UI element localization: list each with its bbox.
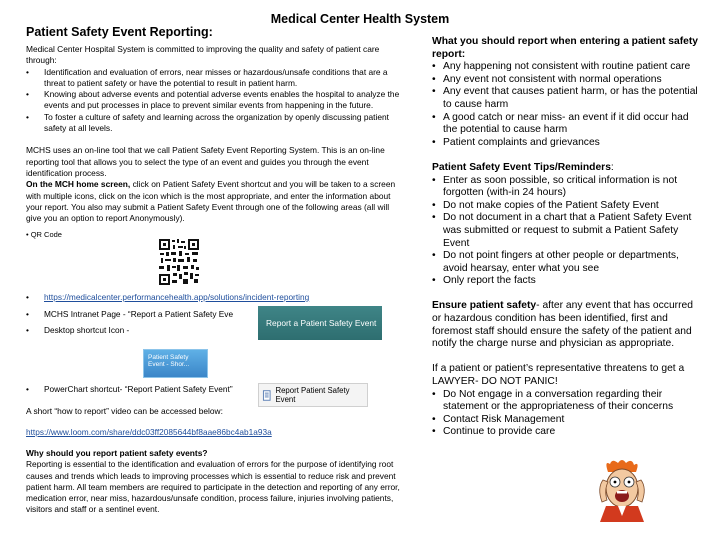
intranet-text: MCHS Intranet Page - “Report a Patient Safety Eve — [44, 309, 234, 319]
list-item: • Knowing about adverse events and potential adverse events enables the hospital to analyze the events and put processes in place to prevent similar events from happening in the future. — [26, 89, 401, 112]
why-text: Reporting is essential to the identification and evaluation of errors for the purpose of identifying root causes and trends which leads to improving processes which is essential to reduce risk and prevent patient harm. All team members are required to participate in the detection and reporting of any error, medication error, near miss, hazardous/unsafe condition, process failure, injuries involving patients, visitors and staff or a sentinel event. — [26, 459, 400, 515]
commitments-list — [26, 67, 401, 135]
video-link[interactable]: https://www.loom.com/share/ddc03ff2085644bf8aae86bc4ab1a93a — [26, 427, 272, 437]
tool-paragraph: MCHS uses an on-line tool that we call Patient Safety Event Reporting System. This is an on-line reporting tool that allows you to select the type of an event and guides you through the event identification process. — [26, 145, 385, 178]
home-bold: On the MCH home screen, — [26, 179, 131, 190]
list-item: • Do not point fingers at other people or departments, avoid hearsay, enter what you see — [432, 250, 702, 275]
list-item: • Continue to provide care — [432, 426, 702, 439]
list-item: • Only report the facts — [432, 275, 702, 288]
list-item: • Enter as soon possible, so critical information is not forgotten (with-in 24 hours) — [432, 175, 702, 200]
what-list — [432, 61, 702, 149]
page-title: Medical Center Health System — [270, 12, 450, 26]
tips-list — [432, 175, 702, 288]
ensure-bold: Ensure patient safety — [432, 300, 537, 312]
tips-colon: : — [610, 161, 614, 173]
powerchart-text: PowerChart shortcut- “Report Patient Safety Event” — [44, 384, 233, 394]
ensure-paragraph — [432, 300, 702, 350]
list-item: • Do not make copies of the Patient Safety Event — [432, 200, 702, 213]
lawyer-text: If a patient or patient’s representative threatens to get a LAWYER- DO NOT PANIC! — [432, 363, 685, 388]
list-item: • Any event that causes patient harm, or has the potential to cause harm — [432, 86, 702, 111]
list-item: • Desktop shortcut Icon - — [26, 325, 130, 335]
list-item: • Contact Risk Management — [432, 414, 702, 427]
home-text: click on Patient Safety Event shortcut and you will be taken to a screen with multiple icons, click on the icon which is the most appropriate, and enter the information about your report. You also may submit a Patient Safety Event through one of the following areas (all will give you an option to report Anonymously). — [26, 179, 396, 224]
lawyer-list — [432, 389, 702, 439]
list-item: • A good catch or near miss- an event if it did occur had the potential to cause harm — [432, 112, 702, 137]
desktop-icon-label: Patient Safety Event - Shor... — [148, 354, 190, 368]
what-heading: What you should report when entering a patient safety report: — [432, 36, 699, 60]
video-text: A short “how to report” video can be accessed below: — [26, 406, 223, 416]
home-paragraph — [26, 179, 401, 224]
qr-code-image[interactable] — [158, 238, 200, 286]
qr-label-row: • QR Code — [26, 230, 62, 239]
why-section — [26, 448, 401, 516]
list-item: • To foster a culture of safety and learning across the organization by openly discussing patient safety at all levels. — [26, 112, 401, 135]
list-item: • https://medicalcenter.performancehealth.app/solutions/incident-reporting — [26, 292, 310, 302]
list-item: • Do Not engage in a conversation regarding their statement or the appropriateness of their concerns — [432, 389, 702, 414]
panic-face-icon — [594, 458, 650, 522]
list-item: • Any event not consistent with normal operations — [432, 74, 702, 87]
list-item: • Any happening not consistent with routine patient care — [432, 61, 702, 74]
tips-heading-row — [432, 162, 702, 175]
intro-section — [26, 44, 401, 224]
list-item: • Patient complaints and grievances — [432, 137, 702, 150]
list-item: • MCHS Intranet Page - “Report a Patient Safety Eve — [26, 309, 234, 319]
intro-text: Medical Center Hospital System is committed to improving the quality and safety of patient care through: — [26, 44, 380, 66]
incident-reporting-link[interactable]: https://medicalcenter.performancehealth.app/solutions/incident-reporting — [44, 292, 310, 302]
desktop-text: Desktop shortcut Icon - — [44, 325, 130, 335]
list-item: • Identification and evaluation of errors, near misses or hazardous/unsafe conditions that are a threat to patient safety or have the potential to result in patient harm. — [26, 67, 401, 90]
right-column — [432, 36, 702, 439]
powerchart-row: • PowerChart shortcut- “Report Patient Safety Event” — [26, 384, 233, 394]
list-item: • Do not document in a chart that a Patient Safety Event was submitted or request to submit a Patient Safety Event — [432, 212, 702, 250]
powerchart-report-button[interactable] — [258, 383, 368, 407]
why-heading: Why should you report patient safety events? — [26, 448, 208, 458]
document-icon — [262, 390, 272, 401]
tips-heading: Patient Safety Event Tips/Reminders — [432, 161, 611, 173]
desktop-shortcut-icon[interactable] — [143, 349, 208, 378]
qr-label: QR Code — [30, 230, 62, 239]
ensure-text: - after any event that has occurred or hazardous condition has been identified, first and foremost staff should ensure the safety of the patient and notify the charge nurse and physician as appropriate. — [432, 300, 693, 350]
intranet-banner-label: Report a Patient Safety Event — [266, 318, 377, 328]
left-heading: Patient Safety Event Reporting: — [26, 25, 213, 39]
powerchart-button-label: Report Patient Safety Event — [275, 386, 350, 404]
intranet-report-banner[interactable] — [258, 306, 382, 340]
